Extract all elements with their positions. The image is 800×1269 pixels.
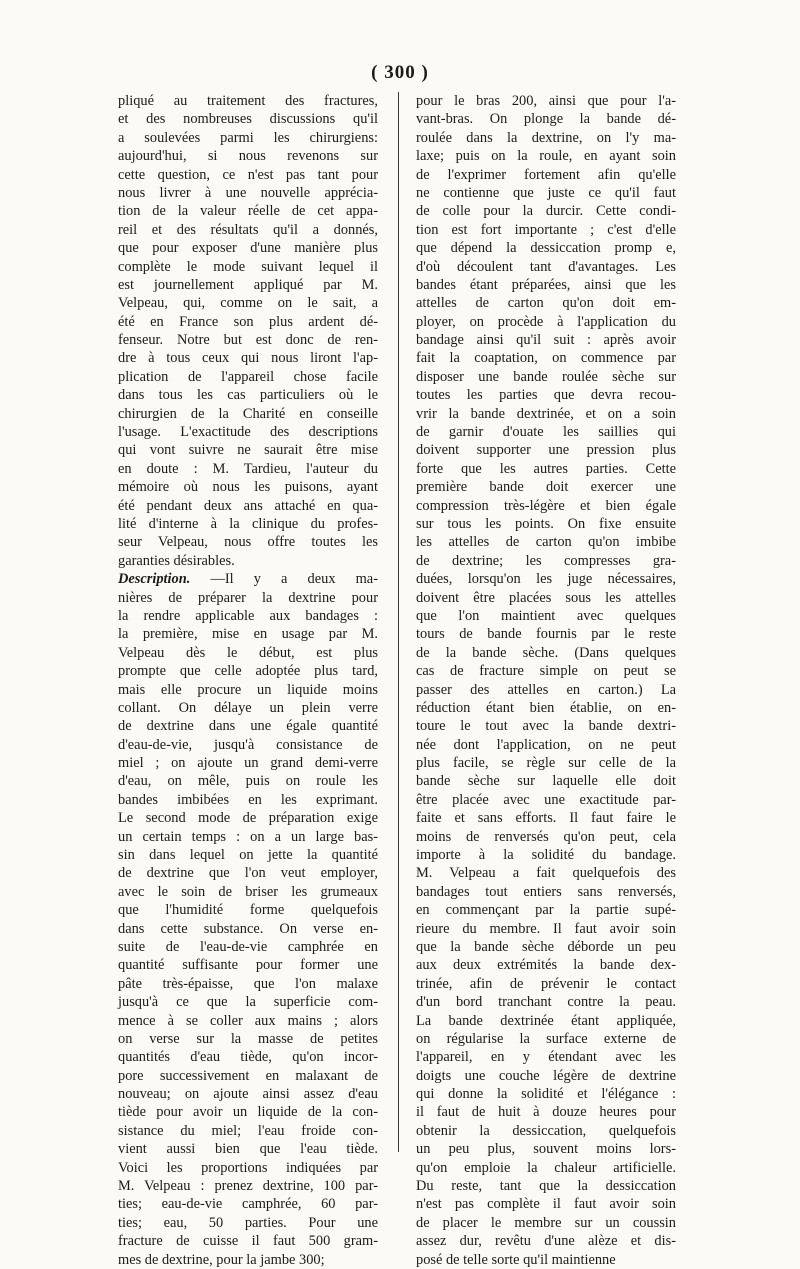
text-line: miel ; on ajoute un grand demi-verre <box>118 755 378 772</box>
text-line: vient aussi bien que l'eau tiède. <box>118 1141 378 1158</box>
text-line: complète le mode suivant lequel il <box>118 258 378 275</box>
text-line: aujourd'hui, si nous revenons sur <box>118 148 378 165</box>
text-line: lité d'interne à la clinique du profes- <box>118 515 378 532</box>
text-line: tion de la valeur réelle de cet appa- <box>118 203 378 220</box>
text-line: bandes étant préparées, ainsi que les <box>416 276 676 293</box>
text-line: aux deux extrémités la bande dex- <box>416 957 676 974</box>
text-line: vrir la bande dextrinée, et on a soin <box>416 405 676 422</box>
text-line: toutes les parties que devra recou- <box>416 387 676 404</box>
text-line: fait la coaptation, on commence par <box>416 350 676 367</box>
text-line: la rendre applicable aux bandages : <box>118 607 378 624</box>
text-line: attelles de carton qu'on doit em- <box>416 295 676 312</box>
text-line: vant-bras. On plonge la bande dé- <box>416 111 676 128</box>
text-line: bande sèche sur laquelle elle doit <box>416 773 676 790</box>
text-line: dans cette substance. On verse en- <box>118 920 378 937</box>
text-line: en commençant par la partie supé- <box>416 902 676 919</box>
text-line: été en France son plus ardent dé- <box>118 313 378 330</box>
text-line: doivent supporter une pression plus <box>416 442 676 459</box>
text-line: que la bande sèche déborde un peu <box>416 938 676 955</box>
text-line: qui vont suivre ne saurait être mise <box>118 442 378 459</box>
text-line: mais elle procure un liquide moins <box>118 681 378 698</box>
page-number: ( 300 ) <box>371 62 429 83</box>
text-line: plication de l'appareil chose facile <box>118 368 378 385</box>
text-line: que l'on maintient avec quelques <box>416 607 676 624</box>
text-line: mes de dextrine, pour la jambe 300; <box>118 1251 325 1268</box>
text-line: suite de l'eau-de-vie camphrée en <box>118 938 378 955</box>
text-line: bandes imbibées en les exprimant. <box>118 791 378 808</box>
text-line: duées, lorsqu'on les juge nécessaires, <box>416 571 676 588</box>
text-line: Description. —Il y a deux ma- <box>118 571 378 588</box>
text-line: que pour exposer d'une manière plus <box>118 240 378 257</box>
text-line: Velpeau, qui, comme on le sait, a <box>118 295 378 312</box>
text-line: pâte très-épaisse, que l'on malaxe <box>118 975 378 992</box>
text-line: ployer, on procède à l'application du <box>416 313 676 330</box>
text-line: de dextrine dans une égale quantité <box>118 718 378 735</box>
column-divider <box>398 92 399 1152</box>
text-line: tiède pour avoir un liquide de la con- <box>118 1104 378 1121</box>
text-line: Le second mode de préparation exige <box>118 810 378 827</box>
text-line: ties; eau, 50 parties. Pour une <box>118 1214 378 1231</box>
text-line: roulée dans la dextrine, on l'y ma- <box>416 129 676 146</box>
text-line: fracture de cuisse il faut 500 gram- <box>118 1233 378 1250</box>
text-line: sur tous les points. On fixe ensuite <box>416 515 676 532</box>
text-line: seur Velpeau, nous offre toutes les <box>118 534 378 551</box>
text-line: les attelles de carton qu'on imbibe <box>416 534 676 551</box>
text-line: que dépend la dessiccation promp e, <box>416 240 676 257</box>
text-line: la première, mise en usage par M. <box>118 626 378 643</box>
text-line: Velpeau dès le début, est plus <box>118 644 378 661</box>
text-line: M. Velpeau : prenez dextrine, 100 par- <box>118 1178 378 1195</box>
right-column <box>416 92 676 1269</box>
text-line: été pendant deux ans attaché en qua- <box>118 497 378 514</box>
text-line: tours de bande fournis par le reste <box>416 626 676 643</box>
text-line: d'eau, on mêle, puis on roule les <box>118 773 378 790</box>
text-line: Du reste, tant que la dessiccation <box>416 1178 676 1195</box>
text-line: est journellement appliqué par M. <box>118 276 378 293</box>
text-line: assez dur, revêtu d'une alèze et dis- <box>416 1233 676 1250</box>
text-line: nous livrer à une nouvelle apprécia- <box>118 184 378 201</box>
text-line: de dextrine que l'on veut employer, <box>118 865 378 882</box>
text-line: obtenir la dessiccation, quelquefois <box>416 1122 676 1139</box>
text-line: d'où découlent tant d'avantages. Les <box>416 258 676 275</box>
text-line: reil et des résultats qu'il a donnés, <box>118 221 378 238</box>
text-line: La bande dextrinée étant appliquée, <box>416 1012 676 1029</box>
text-line: de l'exprimer fortement afin qu'elle <box>416 166 676 183</box>
text-line: il faut de huit à douze heures pour <box>416 1104 676 1121</box>
text-line: être placée avec une exactitude par- <box>416 791 676 808</box>
text-line: un peu plus, souvent moins lors- <box>416 1141 676 1158</box>
text-line: cas de fracture simple on peut se <box>416 663 676 680</box>
text-line: doigts une couche légère de dextrine <box>416 1067 676 1084</box>
text-line: importe à la solidité du bandage. <box>416 847 676 864</box>
text-line: d'eau-de-vie, jusqu'à consistance de <box>118 736 378 753</box>
text-line: mence à se coller aux mains ; alors <box>118 1012 378 1029</box>
text-line: pore successivement en malaxant de <box>118 1067 378 1084</box>
text-line: M. Velpeau a fait quelquefois des <box>416 865 676 882</box>
text-line: de placer le membre sur un coussin <box>416 1214 676 1231</box>
text-line: plus facile, se règle sur celle de la <box>416 755 676 772</box>
text-line: jusqu'à ce que la superficie com- <box>118 994 378 1011</box>
text-line: prompte que celle adoptée plus tard, <box>118 663 378 680</box>
text-line: d'un bord tranchant contre la peau. <box>416 994 676 1011</box>
text-line: première bande doit exercer une <box>416 479 676 496</box>
text-line: dans tous les cas particuliers où le <box>118 387 378 404</box>
text-line: réduction étant bien établie, on en- <box>416 699 676 716</box>
text-line: pour le bras 200, ainsi que pour l'a- <box>416 93 676 109</box>
text-line: mémoire où nous les puisons, ayant <box>118 479 378 496</box>
text-line: sistance du miel; l'eau froide con- <box>118 1122 378 1139</box>
text-line: rieure du membre. Il faut avoir soin <box>416 920 676 937</box>
text-line: fenseur. Notre but est donc de ren- <box>118 332 378 349</box>
text-line: laxe; puis on la roule, en ayant soin <box>416 148 676 165</box>
text-line: qu'on emploie la chaleur artificielle. <box>416 1159 676 1176</box>
text-line: on verse sur la masse de petites <box>118 1030 378 1047</box>
text-line: en doute : M. Tardieu, l'auteur du <box>118 460 378 477</box>
text-line: ne contienne que juste ce qu'il faut <box>416 184 676 201</box>
text-line: quantités d'eau tiède, qu'on incor- <box>118 1049 378 1066</box>
text-line: forte que les autres parties. Cette <box>416 460 676 477</box>
text-line: disposer une bande roulée sèche sur <box>416 368 676 385</box>
text-line: faite et sans efforts. Il faut faire le <box>416 810 676 827</box>
text-line: tion est fort importante ; c'est d'elle <box>416 221 676 238</box>
text-line: l'appareil, en y étendant avec les <box>416 1049 676 1066</box>
text-line: de la bande sèche. (Dans quelques <box>416 644 676 661</box>
text-line: et des nombreuses discussions qu'il <box>118 111 378 128</box>
text-line: Voici les proportions indiquées par <box>118 1159 378 1176</box>
text-line: sin dans lequel on jette la quantité <box>118 847 378 864</box>
text-line: ties; eau-de-vie camphrée, 60 par- <box>118 1196 378 1213</box>
text-line: avec le soin de briser les grumeaux <box>118 883 378 900</box>
text-line: bandage ainsi qu'il suit : après avoir <box>416 332 676 349</box>
text-line: chirurgien de la Charité en conseille <box>118 405 378 422</box>
text-line: on régularise la surface externe de <box>416 1030 676 1047</box>
text-line: l'usage. L'exactitude des descriptions <box>118 424 378 441</box>
text-line: quantité suffisante pour former une <box>118 957 378 974</box>
text-line: a soulevées parmi les chirurgiens: <box>118 129 378 146</box>
text-line: doivent être placées sous les attelles <box>416 589 676 606</box>
text-line: un certain temps : on a un large bas- <box>118 828 378 845</box>
text-line: dre à tous ceux qui nous liront l'ap- <box>118 350 378 367</box>
text-line: toure le tout avec la bande dextri- <box>416 718 676 735</box>
text-line: que l'humidité forme quelquefois <box>118 902 378 919</box>
text-line: n'est pas complète il faut avoir soin <box>416 1196 676 1213</box>
text-line: née dont l'application, on ne peut <box>416 736 676 753</box>
text-line: moins de renversés qu'on peut, cela <box>416 828 676 845</box>
text-line: garanties désirables. <box>118 552 235 569</box>
text-line: de dextrine; les compresses gra- <box>416 552 676 569</box>
text-line: de garnir d'ouate les saillies qui <box>416 424 676 441</box>
text-line: cette question, ce n'est pas tant pour <box>118 166 378 183</box>
text-line: pliqué au traitement des fractures, <box>118 93 378 109</box>
text-line: de colle pour la durcir. Cette condi- <box>416 203 676 220</box>
text-line: collant. On délaye un plein verre <box>118 699 378 716</box>
text-line: nouveau; on ajoute ainsi assez d'eau <box>118 1086 378 1103</box>
text-line: passer des attelles en carton.) La <box>416 681 676 698</box>
text-line: bandages tout entiers sans renversés, <box>416 883 676 900</box>
section-heading: Description. <box>118 571 191 588</box>
text-line: compression très-légère et bien égale <box>416 497 676 514</box>
text-line: trinée, afin de prévenir le contact <box>416 975 676 992</box>
left-column <box>118 92 378 1269</box>
text-line: nières de préparer la dextrine pour <box>118 589 378 606</box>
text-line: qui donne la solidité et l'élégance : <box>416 1086 676 1103</box>
text-line: posé de telle sorte qu'il maintienne <box>416 1251 616 1268</box>
